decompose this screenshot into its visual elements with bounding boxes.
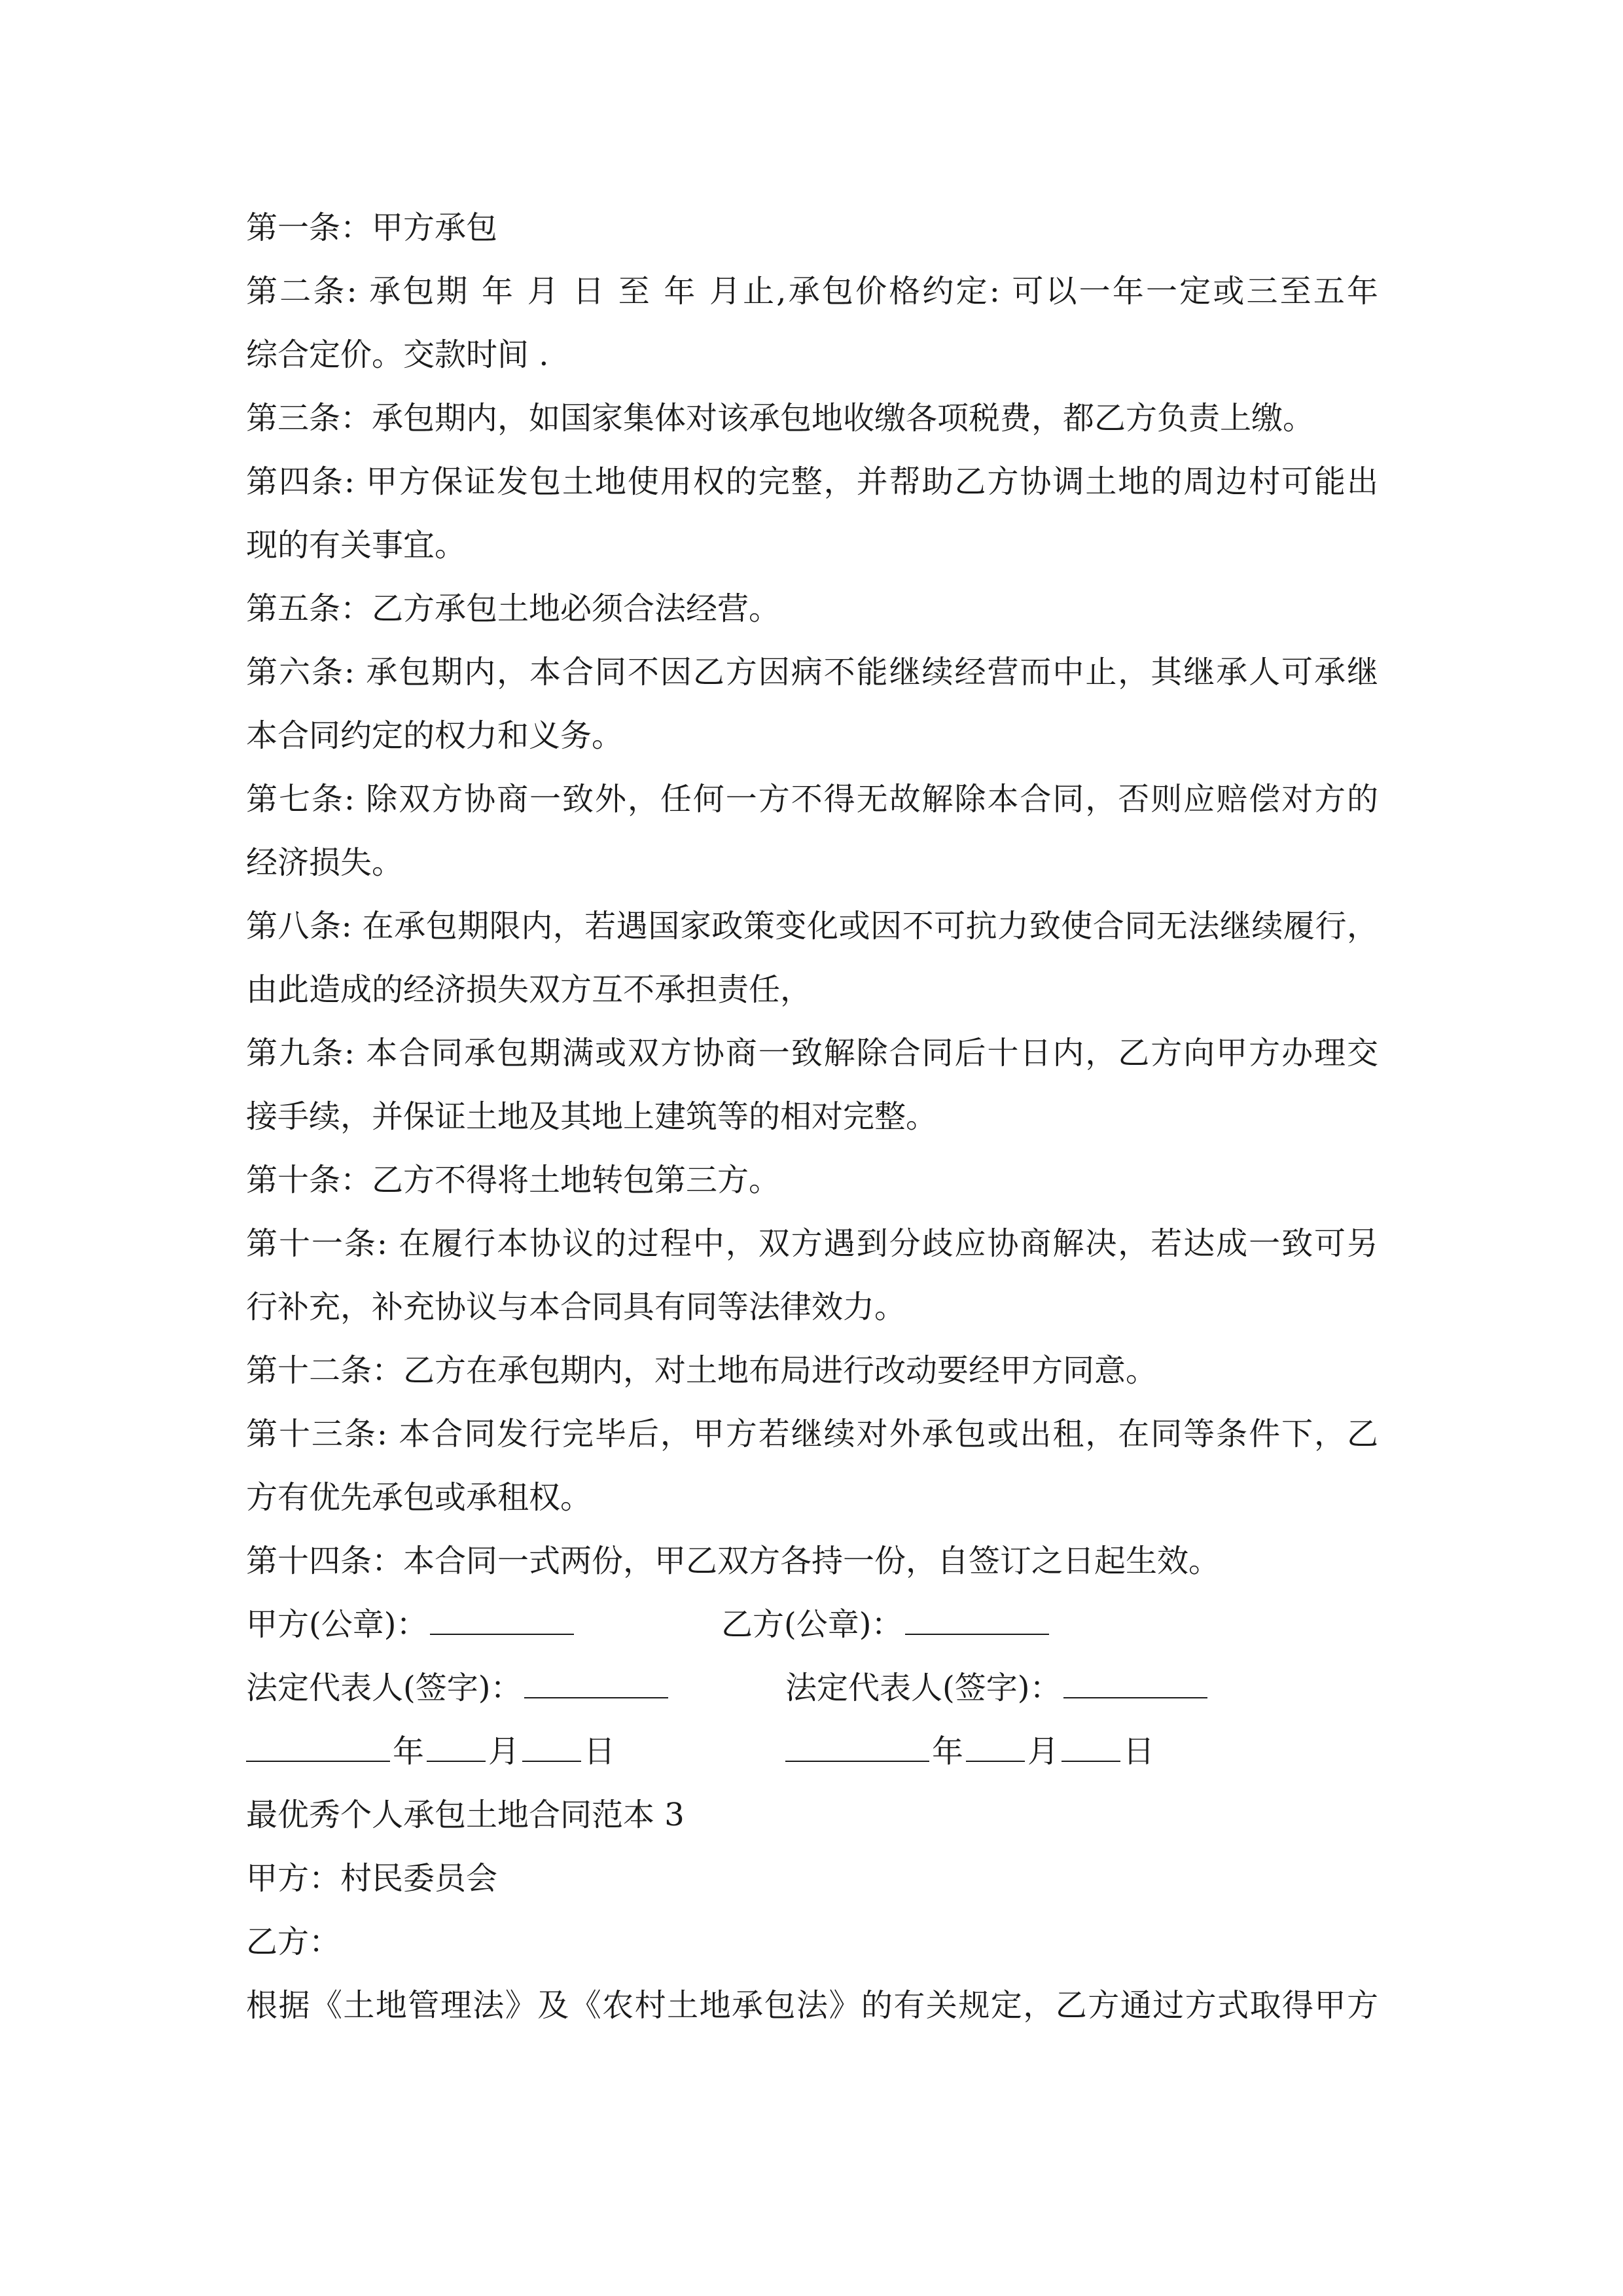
party-a-seal-label: 甲方(公章)：	[246, 1606, 428, 1643]
representative-row	[246, 1657, 1378, 1720]
party-a-month-label: 月	[488, 1733, 520, 1770]
clause-2-line-1: 第二条: 承包期 年 月 日 至 年 月止,承包价格约定: 可以一年一定或三至五年	[246, 273, 1378, 310]
party-b-day-label: 日	[1123, 1733, 1155, 1770]
party-a-rep-blank[interactable]	[524, 1662, 668, 1698]
party-b-seal-blank[interactable]	[905, 1598, 1049, 1635]
clause-4-line-1: 第四条: 甲方保证发包土地使用权的完整，并帮助乙方协调土地的周边村可能出	[246, 463, 1378, 500]
date-row	[246, 1720, 1378, 1784]
clause-8-line-2: 由此造成的经济损失双方互不承担责任，	[246, 971, 812, 1008]
party-a-seal-blank[interactable]	[430, 1598, 574, 1635]
clause-7-line-1: 第七条: 除双方协商一致外，任何一方不得无故解除本合同，否则应赔偿对方的	[246, 781, 1378, 817]
party-b-rep	[785, 1657, 1210, 1720]
section-party-b: 乙方：	[246, 1924, 341, 1960]
party-a-year-label: 年	[393, 1733, 425, 1770]
clause-10: 第十条：乙方不得将土地转包第三方。	[246, 1162, 781, 1198]
clause-8-line-1: 第八条: 在承包期限内，若遇国家政策变化或因不可抗力致使合同无法继续履行，	[246, 908, 1378, 944]
party-b-year-blank[interactable]	[785, 1725, 929, 1762]
party-b-date	[785, 1720, 1154, 1784]
party-a-day-blank[interactable]	[522, 1725, 581, 1762]
section-intro: 根据《土地管理法》及《农村土地承包法》的有关规定，乙方通过方式取得甲方	[246, 1987, 1378, 2024]
section-title: 最优秀个人承包土地合同范本 3	[246, 1797, 685, 1833]
party-a-date	[246, 1720, 615, 1784]
clause-3: 第三条：承包期内，如国家集体对该承包地收缴各项税费，都乙方负责上缴。	[246, 400, 1315, 437]
clause-12: 第十二条：乙方在承包期内，对土地布局进行改动要经甲方同意。	[246, 1352, 1158, 1389]
party-a-year-blank[interactable]	[246, 1725, 390, 1762]
clause-9-line-2: 接手续，并保证土地及其地上建筑等的相对完整。	[246, 1098, 938, 1135]
party-b-month-label: 月	[1027, 1733, 1060, 1770]
clause-11-line-1: 第十一条: 在履行本协议的过程中，双方遇到分歧应协商解决，若达成一致可另	[246, 1225, 1378, 1262]
clause-13-line-1: 第十三条: 本合同发行完毕后，甲方若继续对外承包或出租，在同等条件下，乙	[246, 1416, 1378, 1452]
clause-6-line-2: 本合同约定的权力和义务。	[246, 717, 624, 754]
clause-4-line-2: 现的有关事宜。	[246, 527, 467, 564]
seal-row	[246, 1593, 1378, 1657]
party-b-seal-label: 乙方(公章)：	[721, 1606, 903, 1643]
party-a-month-blank[interactable]	[427, 1725, 486, 1762]
clause-6-line-1: 第六条: 承包期内，本合同不因乙方因病不能继续经营而中止，其继承人可承继	[246, 654, 1378, 691]
party-b-rep-blank[interactable]	[1063, 1662, 1207, 1698]
party-a-seal	[246, 1593, 577, 1657]
party-b-rep-label: 法定代表人(签字)：	[785, 1670, 1061, 1706]
contract-body	[246, 196, 1378, 2037]
section-party-a: 甲方：村民委员会	[246, 1860, 498, 1897]
clause-13-line-2: 方有优先承包或承租权。	[246, 1479, 592, 1516]
clause-14: 第十四条：本合同一式两份，甲乙双方各持一份，自签订之日起生效。	[246, 1543, 1221, 1579]
party-a-rep-label: 法定代表人(签字)：	[246, 1670, 522, 1706]
clause-2-line-2: 综合定价。交款时间 .	[246, 336, 549, 373]
party-b-day-blank[interactable]	[1061, 1725, 1120, 1762]
clause-5: 第五条：乙方承包土地必须合法经营。	[246, 590, 781, 627]
clause-1: 第一条：甲方承包	[246, 209, 498, 246]
clause-7-line-2: 经济损失。	[246, 844, 404, 881]
party-b-seal	[721, 1593, 1052, 1657]
party-b-month-blank[interactable]	[966, 1725, 1025, 1762]
party-b-year-label: 年	[932, 1733, 964, 1770]
party-a-day-label: 日	[584, 1733, 616, 1770]
party-a-rep	[246, 1657, 671, 1720]
clause-9-line-1: 第九条: 本合同承包期满或双方协商一致解除合同后十日内，乙方向甲方办理交	[246, 1035, 1378, 1071]
clause-11-line-2: 行补充，补充协议与本合同具有同等法律效力。	[246, 1289, 906, 1325]
